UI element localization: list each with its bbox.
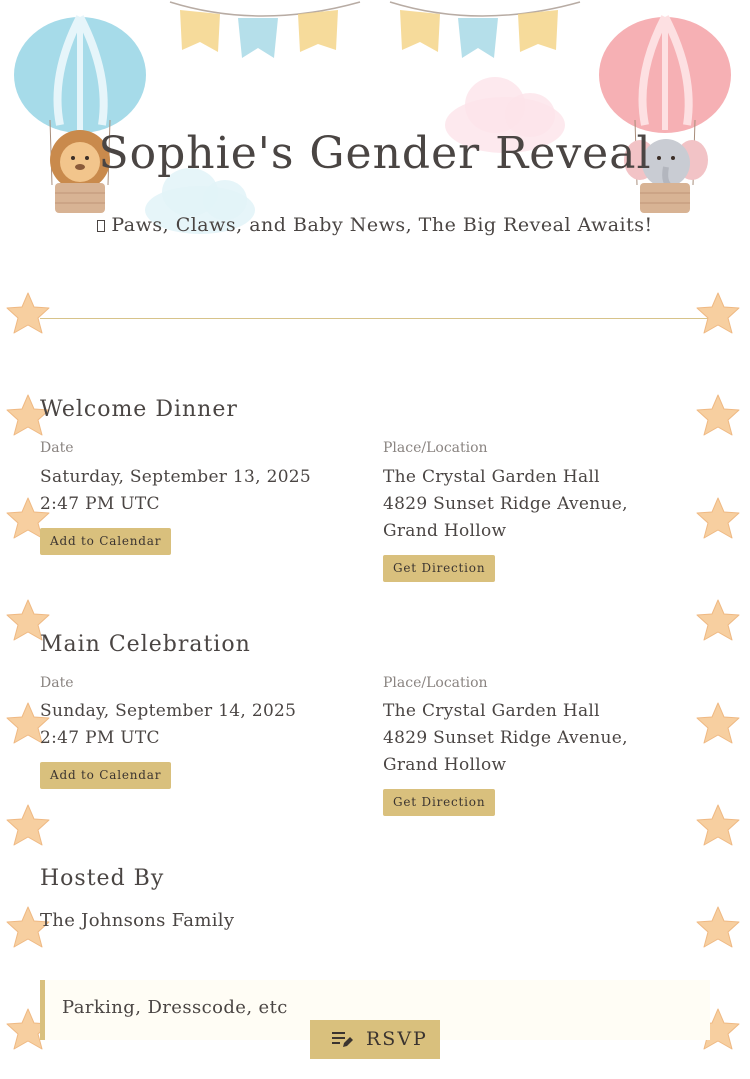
hosted-by-heading: Hosted By xyxy=(40,866,165,891)
event-date: Sunday, September 14, 2025 xyxy=(40,701,297,721)
subtitle-text: Paws, Claws, and Baby News, The Big Reveal Awaits! xyxy=(111,214,653,236)
star-decoration-icon xyxy=(694,597,742,645)
star-decoration-icon xyxy=(694,904,742,952)
page-subtitle xyxy=(0,214,750,236)
location-label: Place/Location xyxy=(383,675,488,691)
page-title: Sophie's Gender Reveal xyxy=(98,128,652,179)
star-decoration-icon xyxy=(4,802,52,850)
notes-accent-bar xyxy=(40,980,45,1040)
notes-text: Parking, Dresscode, etc xyxy=(62,997,288,1018)
date-label: Date xyxy=(40,675,74,691)
star-decoration-icon xyxy=(694,392,742,440)
star-decoration-icon xyxy=(694,700,742,748)
event-address: 4829 Sunset Ridge Avenue, Grand Hollow xyxy=(383,494,628,541)
host-name: The Johnsons Family xyxy=(40,910,235,931)
lion-balloon-illustration xyxy=(10,15,155,220)
star-decoration-icon xyxy=(4,290,52,338)
location-label: Place/Location xyxy=(383,440,488,456)
star-decoration-icon xyxy=(694,495,742,543)
event-venue: The Crystal Garden Hall xyxy=(383,467,600,487)
get-direction-button[interactable]: Get Direction xyxy=(383,555,495,582)
add-to-calendar-button[interactable]: Add to Calendar xyxy=(40,762,171,789)
edit-list-icon xyxy=(332,1031,354,1049)
event-title-main-celebration: Main Celebration xyxy=(40,632,251,657)
event-date: Saturday, September 13, 2025 xyxy=(40,467,312,487)
event-venue: The Crystal Garden Hall xyxy=(383,701,600,721)
star-decoration-icon xyxy=(694,290,742,338)
event-time: 2:47 PM UTC xyxy=(40,494,160,514)
missing-glyph-icon xyxy=(97,220,105,232)
get-direction-button[interactable]: Get Direction xyxy=(383,789,495,816)
event-time: 2:47 PM UTC xyxy=(40,728,160,748)
event-address: 4829 Sunset Ridge Avenue, Grand Hollow xyxy=(383,728,628,775)
star-decoration-icon xyxy=(694,802,742,850)
rsvp-button[interactable] xyxy=(310,1020,440,1059)
elephant-balloon-illustration xyxy=(595,15,740,220)
date-label: Date xyxy=(40,440,74,456)
bunting-decoration xyxy=(150,0,600,70)
header-divider xyxy=(40,318,710,319)
add-to-calendar-button[interactable]: Add to Calendar xyxy=(40,528,171,555)
rsvp-label: RSVP xyxy=(366,1028,428,1050)
event-title-welcome-dinner: Welcome Dinner xyxy=(40,397,238,422)
